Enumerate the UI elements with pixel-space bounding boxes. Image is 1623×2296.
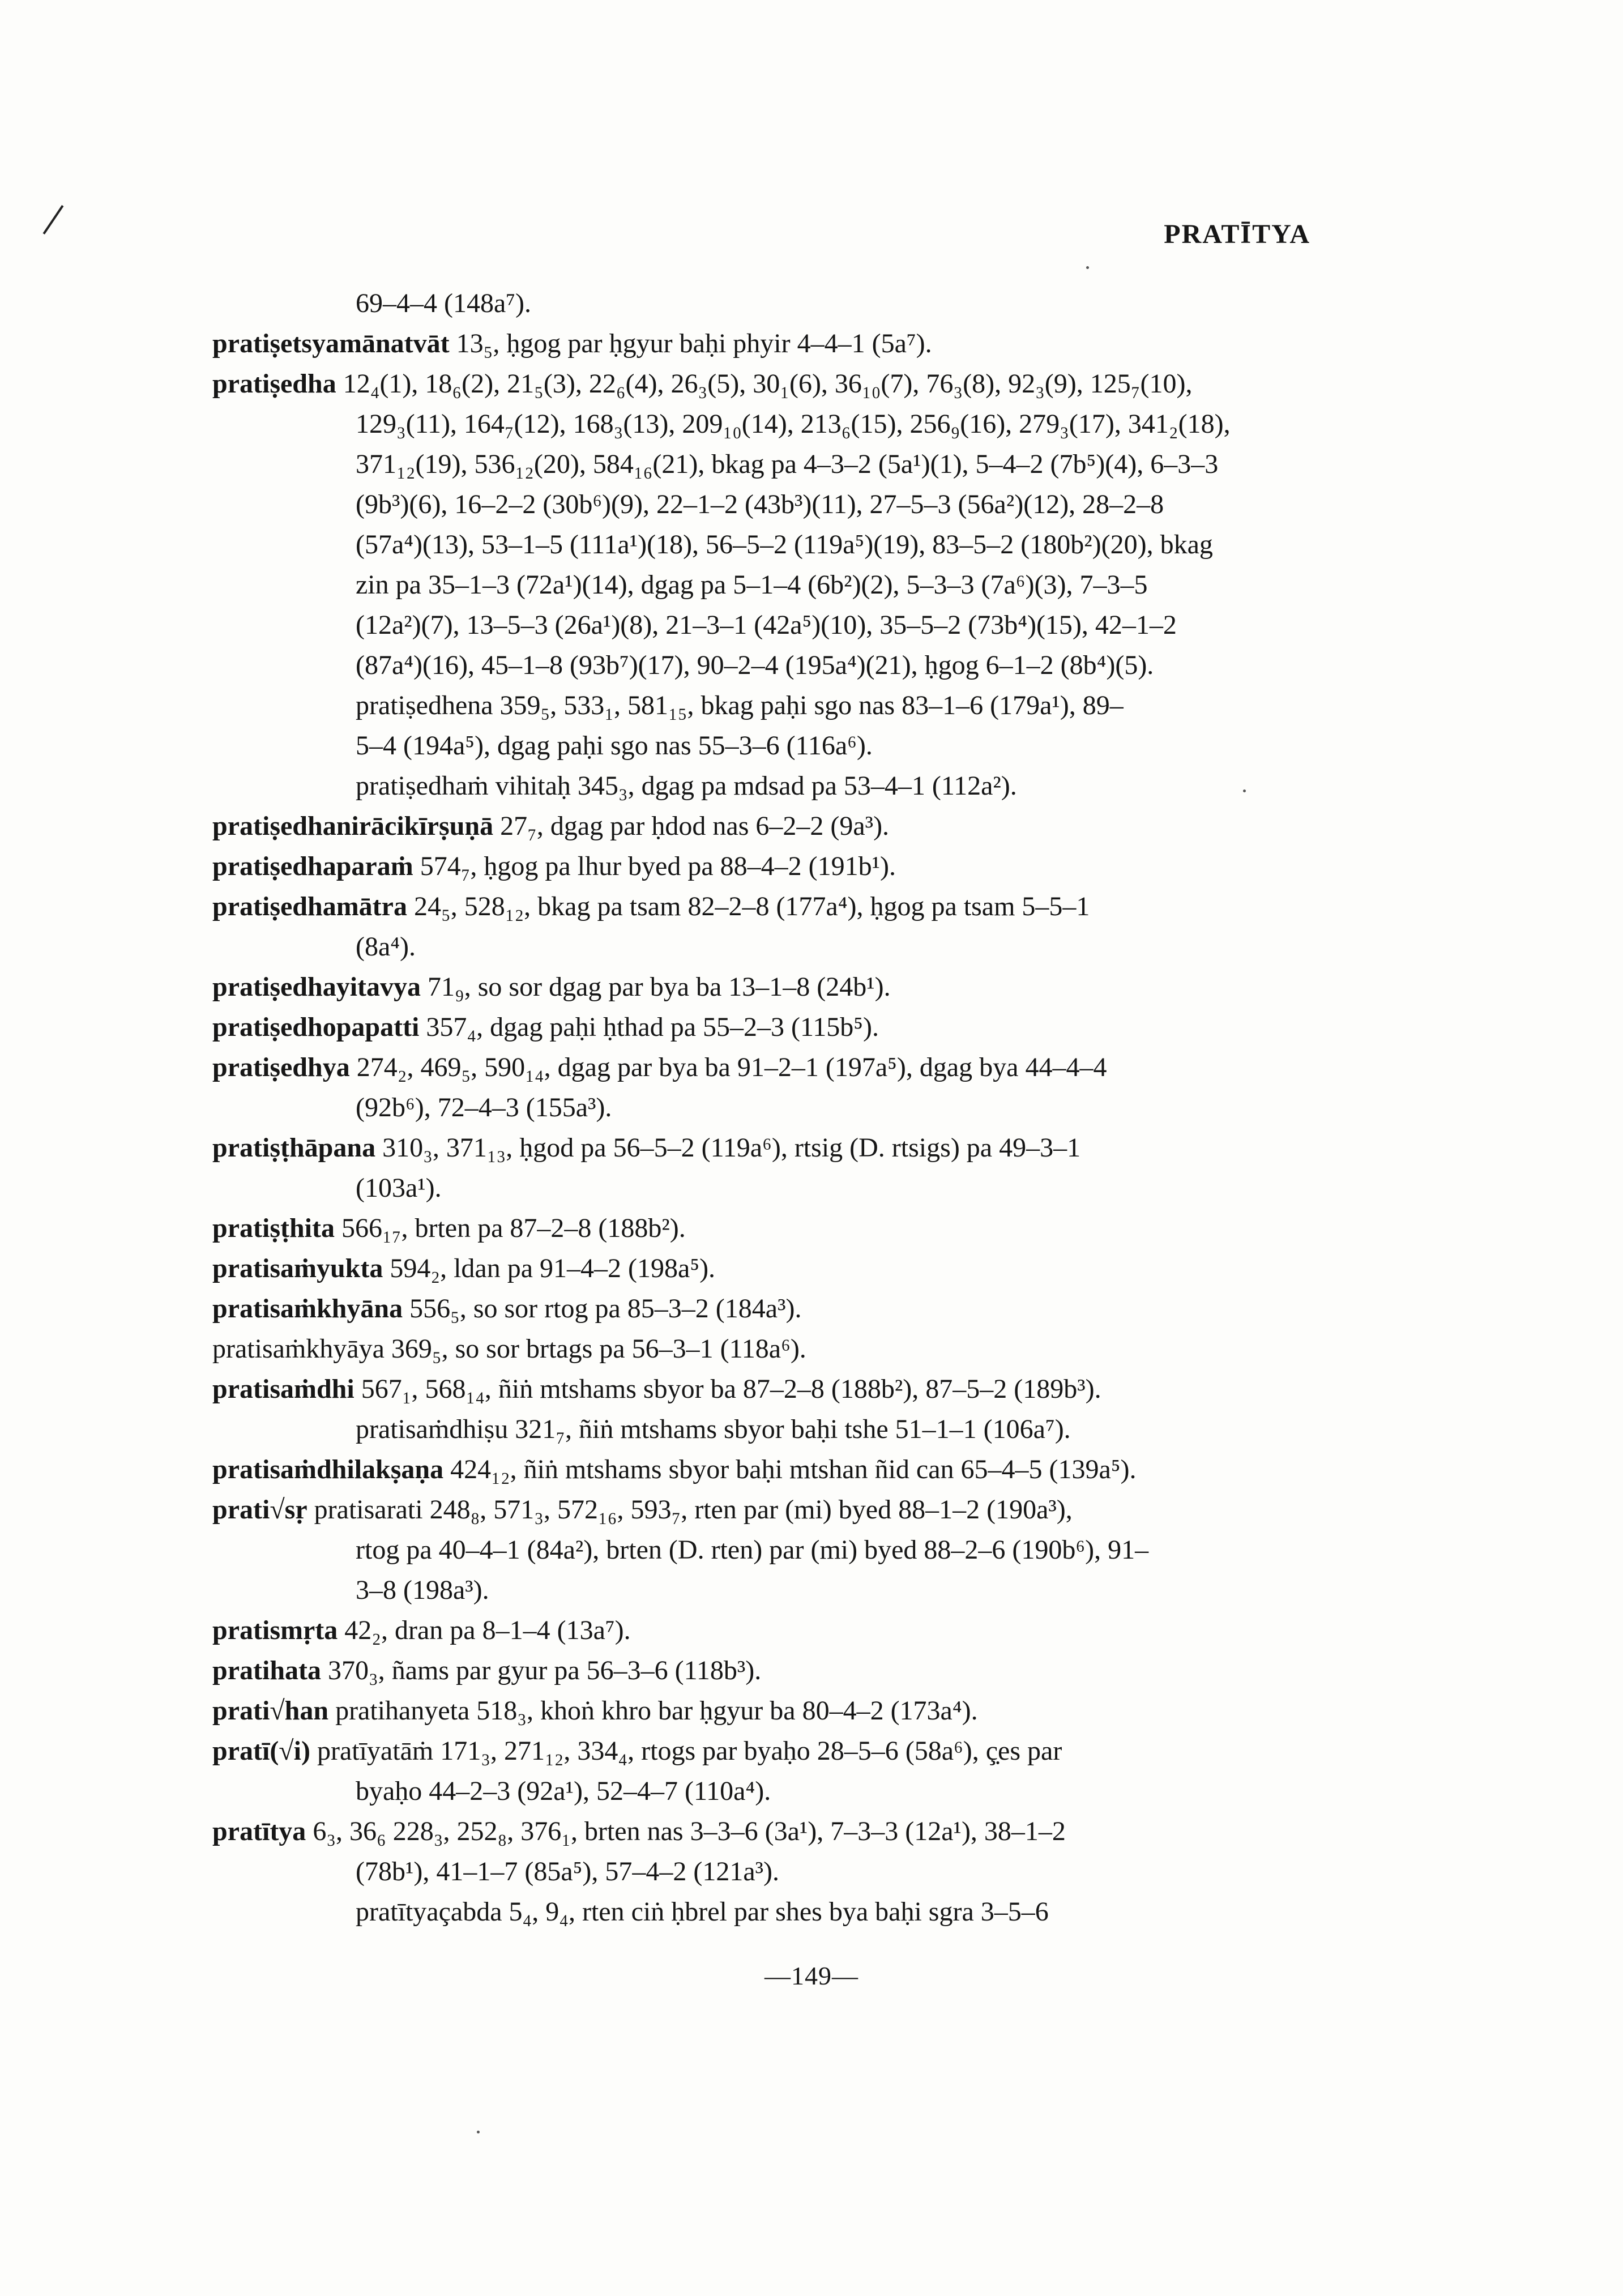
entry-continuation-line [212, 927, 1317, 967]
entry-continuation-line [212, 766, 1317, 806]
headword: pratihata [212, 1655, 321, 1685]
entry-text: 566₁₇, brten pa 87–2–8 (188b²). [335, 1213, 686, 1243]
entry-continuation-line [212, 605, 1317, 645]
entry-line [212, 1610, 1317, 1650]
entry-line [212, 1449, 1317, 1490]
headword: prati√sṛ [212, 1495, 307, 1525]
entry-text: pratiṣedhaṁ vihitaḥ 345₃, dgag pa mdsad pa 53–4–1 (112a²). [356, 771, 1017, 801]
entry-continuation-line [212, 645, 1317, 685]
entry-list [212, 283, 1317, 1932]
entry-text: pratisarati 248₈, 571₃, 572₁₆, 593₇, rten par (mi) byed 88–1–2 (190a³), [307, 1495, 1073, 1525]
entry-continuation-line [212, 1168, 1317, 1208]
running-head: PRATĪTYA [1164, 219, 1310, 249]
entry-text: pratihanyeta 518₃, khoṅ khro bar ḥgyur ba 80–4–2 (173a⁴). [328, 1696, 978, 1726]
headword: pratisaṁdhi [212, 1374, 355, 1404]
entry-text: 3–8 (198a³). [356, 1575, 489, 1605]
entry-continuation-line [212, 725, 1317, 766]
entry-continuation-line [212, 1892, 1317, 1932]
entry-line [212, 1208, 1317, 1248]
entry-continuation-line [212, 444, 1317, 484]
entry-text: 370₃, ñams par gyur pa 56–3–6 (118b³). [321, 1655, 762, 1685]
paper-speck [1086, 266, 1089, 269]
entry-text: 310₃, 371₁₃, ḥgod pa 56–5–2 (119a⁶), rtsig (D. rtsigs) pa 49–3–1 [375, 1133, 1081, 1163]
headword: prati√han [212, 1696, 329, 1726]
entry-text: 42₂, dran pa 8–1–4 (13a⁷). [338, 1615, 631, 1645]
entry-text: 71₉, so sor dgag par bya ba 13–1–8 (24b¹). [421, 972, 891, 1002]
entry-text: 129₃(11), 164₇(12), 168₃(13), 209₁₀(14), 213₆(15), 256₉(16), 279₃(17), 341₂(18), [356, 409, 1231, 439]
entry-line [212, 1490, 1317, 1530]
entry-line [212, 1650, 1317, 1691]
headword: pratisaṁdhilakṣaṇa [212, 1454, 444, 1484]
entry-line [212, 1007, 1317, 1047]
headword: pratiṣedhayitavya [212, 972, 421, 1002]
entry-text: 27₇, dgag par ḥdod nas 6–2–2 (9a³). [493, 811, 890, 841]
entry-line [212, 806, 1317, 846]
headword: pratiṣedha [212, 369, 336, 399]
entry-text: 567₁, 568₁₄, ñiṅ mtshams sbyor ba 87–2–8 (188b²), 87–5–2 (189b³). [354, 1374, 1101, 1404]
headword: pratiṣetsyamānatvāt [212, 328, 450, 359]
entry-text: pratītyaçabda 5₄, 9₄, rten ciṅ ḥbrel par shes bya baḥi sgra 3–5–6 [356, 1897, 1049, 1927]
headword: pratiṣedhya [212, 1052, 350, 1082]
entry-text: (57a⁴)(13), 53–1–5 (111a¹)(18), 56–5–2 (119a⁵)(19), 83–5–2 (180b²)(20), bkag [356, 530, 1213, 560]
entry-continuation-line [212, 1570, 1317, 1610]
paper-speck [1243, 789, 1246, 792]
entry-continuation-line [212, 524, 1317, 565]
entry-continuation-line [212, 1409, 1317, 1449]
entry-text: 13₅, ḥgog par ḥgyur baḥi phyir 4–4–1 (5a⁷). [449, 328, 932, 359]
entry-text: 594₂, ldan pa 91–4–2 (198a⁵). [383, 1253, 716, 1283]
entry-text: (103a¹). [356, 1173, 442, 1203]
entry-text: rtog pa 40–4–1 (84a²), brten (D. rten) par (mi) byed 88–2–6 (190b⁶), 91– [356, 1535, 1149, 1565]
headword: pratiṣedhaparaṁ [212, 851, 413, 881]
entry-continuation-line [212, 1771, 1317, 1811]
entry-text: 12₄(1), 18₆(2), 21₅(3), 22₆(4), 26₃(5), 30₁(6), 36₁₀(7), 76₃(8), 92₃(9), 125₇(10), [336, 369, 1193, 399]
entry-text: 424₁₂, ñiṅ mtshams sbyor baḥi mtshan ñid can 65–4–5 (139a⁵). [443, 1454, 1137, 1484]
headword: pratisaṁkhyāna [212, 1294, 403, 1324]
entry-text: 574₇, ḥgog pa lhur byed pa 88–4–2 (191b¹). [413, 851, 896, 881]
entry-continuation-line [212, 1329, 1317, 1369]
entry-line [212, 1047, 1317, 1087]
entry-text: 274₂, 469₅, 590₁₄, dgag par bya ba 91–2–1 (197a⁵), dgag bya 44–4–4 [349, 1052, 1107, 1082]
entry-line [212, 364, 1317, 404]
entry-text: pratiṣedhena 359₅, 533₁, 581₁₅, bkag paḥi sgo nas 83–1–6 (179a¹), 89– [356, 690, 1124, 720]
stray-pen-mark [43, 205, 64, 234]
entry-text: 5–4 (194a⁵), dgag paḥi sgo nas 55–3–6 (116a⁶). [356, 731, 873, 761]
headword: pratītya [212, 1816, 306, 1846]
entry-continuation-line [212, 1087, 1317, 1128]
entry-line [212, 1288, 1317, 1329]
entry-text: 556₅, so sor rtog pa 85–3–2 (184a³). [403, 1294, 802, 1324]
headword: pratisaṁyukta [212, 1253, 383, 1283]
entry-continuation-line [212, 404, 1317, 444]
headword: pratiṣṭhāpana [212, 1133, 376, 1163]
entry-text: (92b⁶), 72–4–3 (155a³). [356, 1092, 612, 1123]
entry-line [212, 1369, 1317, 1409]
entry-line [212, 967, 1317, 1007]
entry-text: (12a²)(7), 13–5–3 (26a¹)(8), 21–3–1 (42a⁵)(10), 35–5–2 (73b⁴)(15), 42–1–2 [356, 610, 1177, 640]
entry-text: byaḥo 44–2–3 (92a¹), 52–4–7 (110a⁴). [356, 1776, 771, 1806]
entry-text: (78b¹), 41–1–7 (85a⁵), 57–4–2 (121a³). [356, 1857, 780, 1887]
entry-continuation-line [212, 565, 1317, 605]
entry-continuation-line [212, 685, 1317, 725]
entry-line [212, 1128, 1317, 1168]
entry-text: (87a⁴)(16), 45–1–8 (93b⁷)(17), 90–2–4 (195a⁴)(21), ḥgog 6–1–2 (8b⁴)(5). [356, 650, 1154, 680]
entry-text: (9b³)(6), 16–2–2 (30b⁶)(9), 22–1–2 (43b³)(11), 27–5–3 (56a²)(12), 28–2–8 [356, 489, 1164, 519]
entry-text: 6₃, 36₆ 228₃, 252₈, 376₁, brten nas 3–3–6 (3a¹), 7–3–3 (12a¹), 38–1–2 [306, 1816, 1066, 1846]
entry-continuation-line [212, 1851, 1317, 1892]
entry-line [212, 323, 1317, 364]
entry-line [212, 1248, 1317, 1288]
headword: pratiṣedhopapatti [212, 1012, 420, 1042]
entry-line [212, 1731, 1317, 1771]
entry-continuation-line [212, 484, 1317, 524]
entry-text: (8a⁴). [356, 932, 416, 962]
entry-continuation-line [212, 283, 1317, 323]
entry-line [212, 1691, 1317, 1731]
headword: pratiṣedhanirācikīrṣuṇā [212, 811, 494, 841]
entry-text: pratisaṁdhiṣu 321₇, ñiṅ mtshams sbyor baḥi tshe 51–1–1 (106a⁷). [356, 1414, 1071, 1444]
entry-text: pratisaṁkhyāya 369₅, so sor brtags pa 56–3–1 (118a⁶). [212, 1334, 806, 1364]
entry-line [212, 846, 1317, 886]
headword: pratiṣedhamātra [212, 891, 407, 921]
headword: pratismṛta [212, 1615, 338, 1645]
headword: pratī(√i) [212, 1736, 310, 1766]
entry-text: 357₄, dgag paḥi ḥthad pa 55–2–3 (115b⁵). [419, 1012, 879, 1042]
entry-text: zin pa 35–1–3 (72a¹)(14), dgag pa 5–1–4 (6b²)(2), 5–3–3 (7a⁶)(3), 7–3–5 [356, 570, 1148, 600]
page-number: —149— [764, 1961, 859, 1990]
entry-text: pratīyatāṁ 171₃, 271₁₂, 334₄, rtogs par byaḥo 28–5–6 (58a⁶), ç̣es par [310, 1736, 1062, 1766]
entry-text: 69–4–4 (148a⁷). [356, 288, 532, 318]
paper-speck [477, 2131, 480, 2133]
entry-text: 24₅, 528₁₂, bkag pa tsam 82–2–8 (177a⁴), ḥgog pa tsam 5–5–1 [407, 891, 1090, 921]
entry-line [212, 1811, 1317, 1851]
headword: pratiṣṭhita [212, 1213, 335, 1243]
entry-continuation-line [212, 1530, 1317, 1570]
entry-line [212, 886, 1317, 927]
entry-text: 371₁₂(19), 536₁₂(20), 584₁₆(21), bkag pa 4–3–2 (5a¹)(1), 5–4–2 (7b⁵)(4), 6–3–3 [356, 449, 1219, 479]
